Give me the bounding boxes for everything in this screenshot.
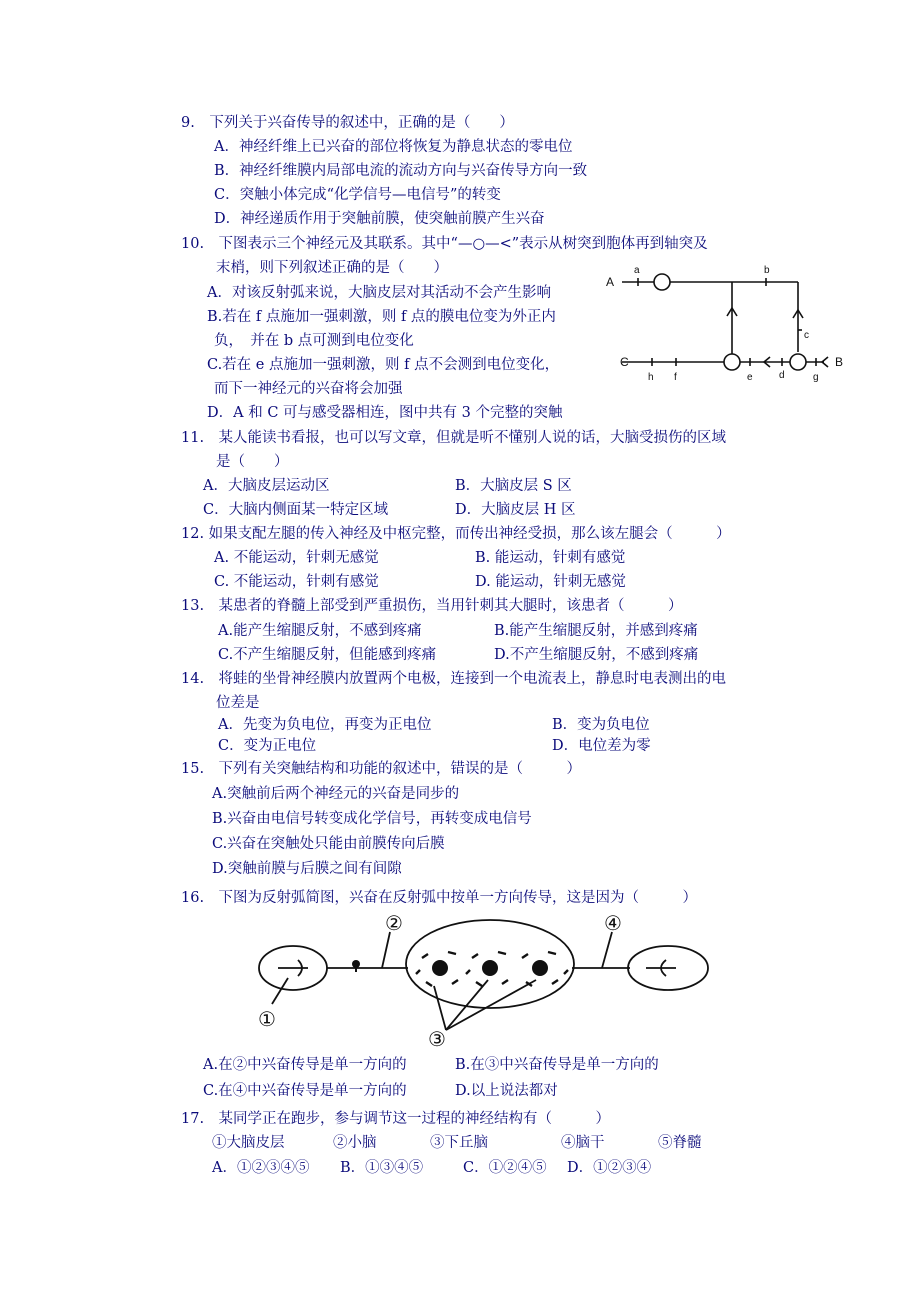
q12-option-b[interactable]: B. 能运动，针刺有感觉 xyxy=(475,550,626,566)
q12-option-a[interactable]: A. 不能运动，针刺无感觉 xyxy=(214,550,379,566)
q14-option-d[interactable]: D．电位差为零 xyxy=(552,738,651,754)
q16-stem: 16. 下图为反射弧简图，兴奋在反射弧中按单一方向传导，这是因为（ ） xyxy=(181,890,698,906)
q17-option-b[interactable]: B．①③④⑤ xyxy=(340,1160,424,1176)
q16-label-2: ② xyxy=(385,913,403,935)
q11-stem-line1: 11. 某人能读书看报，也可以写文章，但就是听不懂别人说的话，大脑受损伤的区域 xyxy=(181,430,727,446)
q15-option-a[interactable]: A.突触前后两个神经元的兴奋是同步的 xyxy=(212,786,460,802)
q17-option-c[interactable]: C．①②④⑤ xyxy=(463,1160,547,1176)
q11-stem-line2: 是（ ） xyxy=(216,454,289,470)
q13-stem: 13. 某患者的脊髓上部受到严重损伤，当用针刺其大腿时，该患者（ ） xyxy=(181,598,683,614)
q10-label-b: b xyxy=(764,265,770,276)
q10-label-h: h xyxy=(648,372,654,383)
q17-item-5: ⑤脊髓 xyxy=(658,1135,702,1151)
q16-label-4: ④ xyxy=(604,913,622,935)
q9-option-c[interactable]: C．突触小体完成“化学信号—电信号”的转变 xyxy=(214,187,501,203)
q10-option-d[interactable]: D．A 和 C 可与感受器相连，图中共有 3 个完整的突触 xyxy=(207,405,563,421)
q10-label-A: A xyxy=(606,275,615,289)
q9-option-a[interactable]: A．神经纤维上已兴奋的部位将恢复为静息状态的零电位 xyxy=(214,139,573,155)
q15-option-d[interactable]: D.突触前膜与后膜之间有间隙 xyxy=(212,861,402,877)
q14-option-a[interactable]: A．先变为负电位，再变为正电位 xyxy=(218,717,432,733)
q12-option-c[interactable]: C. 不能运动，针刺有感觉 xyxy=(214,574,379,590)
q11-option-b[interactable]: B．大脑皮层 S 区 xyxy=(455,478,572,494)
q15-stem: 15. 下列有关突触结构和功能的叙述中，错误的是（ ） xyxy=(181,761,582,777)
q12-option-d[interactable]: D. 能运动，针刺无感觉 xyxy=(475,574,626,590)
q10-option-c-line1[interactable]: C.若在 e 点施加一强刺激，则 f 点不会测到电位变化， xyxy=(207,357,560,373)
q17-item-3: ③下丘脑 xyxy=(430,1135,488,1151)
q11-option-a[interactable]: A．大脑皮层运动区 xyxy=(203,478,330,494)
q17-item-1: ①大脑皮层 xyxy=(212,1135,285,1151)
q16-option-c[interactable]: C.在④中兴奋传导是单一方向的 xyxy=(203,1083,407,1099)
q10-label-e: e xyxy=(747,372,753,383)
q10-stem-line1: 10. 下图表示三个神经元及其联系。其中“—○—<”表示从树突到胞体再到轴突及 xyxy=(181,236,708,252)
q13-option-d[interactable]: D.不产生缩腿反射，不感到疼痛 xyxy=(494,647,699,663)
q16-option-a[interactable]: A.在②中兴奋传导是单一方向的 xyxy=(203,1057,407,1073)
q10-option-b-line2[interactable]: 负， 并在 b 点可测到电位变化 xyxy=(214,333,414,349)
q11-option-d[interactable]: D．大脑皮层 H 区 xyxy=(455,502,576,518)
q9-stem: 9. 下列关于兴奋传导的叙述中，正确的是（ ） xyxy=(181,115,514,131)
q13-option-c[interactable]: C.不产生缩腿反射，但能感到疼痛 xyxy=(218,647,437,663)
q14-option-c[interactable]: C．变为正电位 xyxy=(218,738,317,754)
q17-item-4: ④脑干 xyxy=(561,1135,605,1151)
q16-option-b[interactable]: B.在③中兴奋传导是单一方向的 xyxy=(455,1057,659,1073)
q17-option-a[interactable]: A．①②③④⑤ xyxy=(212,1160,310,1176)
q15-option-b[interactable]: B.兴奋由电信号转变成化学信号，再转变成电信号 xyxy=(212,811,532,827)
q11-option-c[interactable]: C．大脑内侧面某一特定区域 xyxy=(203,502,389,518)
q10-label-g: g xyxy=(813,372,819,383)
q13-option-b[interactable]: B.能产生缩腿反射，并感到疼痛 xyxy=(494,623,698,639)
q14-option-b[interactable]: B．变为负电位 xyxy=(552,717,650,733)
q10-label-C: C xyxy=(620,355,629,369)
q10-label-d: d xyxy=(779,370,785,381)
q13-option-a[interactable]: A.能产生缩腿反射，不感到疼痛 xyxy=(218,623,422,639)
q10-option-b-line1[interactable]: B.若在 f 点施加一强刺激，则 f 点的膜电位变为外正内 xyxy=(207,309,556,325)
q16-label-3: ③ xyxy=(428,1029,446,1051)
q10-label-a: a xyxy=(634,265,640,276)
q17-stem: 17. 某同学正在跑步，参与调节这一过程的神经结构有（ ） xyxy=(181,1111,611,1127)
q10-label-B: B xyxy=(835,355,844,369)
q16-label-1: ① xyxy=(258,1009,276,1031)
q14-stem-line2: 位差是 xyxy=(216,695,260,711)
q10-neuron-diagram xyxy=(604,258,844,388)
q14-stem-line1: 14. 将蛙的坐骨神经膜内放置两个电极，连接到一个电流表上，静息时电表测出的电 xyxy=(181,671,727,687)
q9-option-d[interactable]: D．神经递质作用于突触前膜，使突触前膜产生兴奋 xyxy=(214,211,545,227)
q10-label-f: f xyxy=(674,372,677,383)
q10-option-c-line2[interactable]: 而下一神经元的兴奋将会加强 xyxy=(214,381,403,397)
q17-item-2: ②小脑 xyxy=(333,1135,377,1151)
q17-option-d[interactable]: D．①②③④ xyxy=(567,1160,652,1176)
q10-stem-line2: 末梢，则下列叙述正确的是（ ） xyxy=(216,260,448,276)
q10-option-a[interactable]: A．对该反射弧来说，大脑皮层对其活动不会产生影响 xyxy=(207,285,551,301)
q16-reflex-arc-diagram xyxy=(250,912,720,1051)
q12-stem: 12. 如果支配左腿的传入神经及中枢完整，而传出神经受损，那么该左腿会（ ） xyxy=(181,526,731,542)
q15-option-c[interactable]: C.兴奋在突触处只能由前膜传向后膜 xyxy=(212,836,445,852)
q10-label-c: c xyxy=(804,330,809,341)
q9-option-b[interactable]: B．神经纤维膜内局部电流的流动方向与兴奋传导方向一致 xyxy=(214,163,588,179)
q16-option-d[interactable]: D.以上说法都对 xyxy=(455,1083,558,1099)
